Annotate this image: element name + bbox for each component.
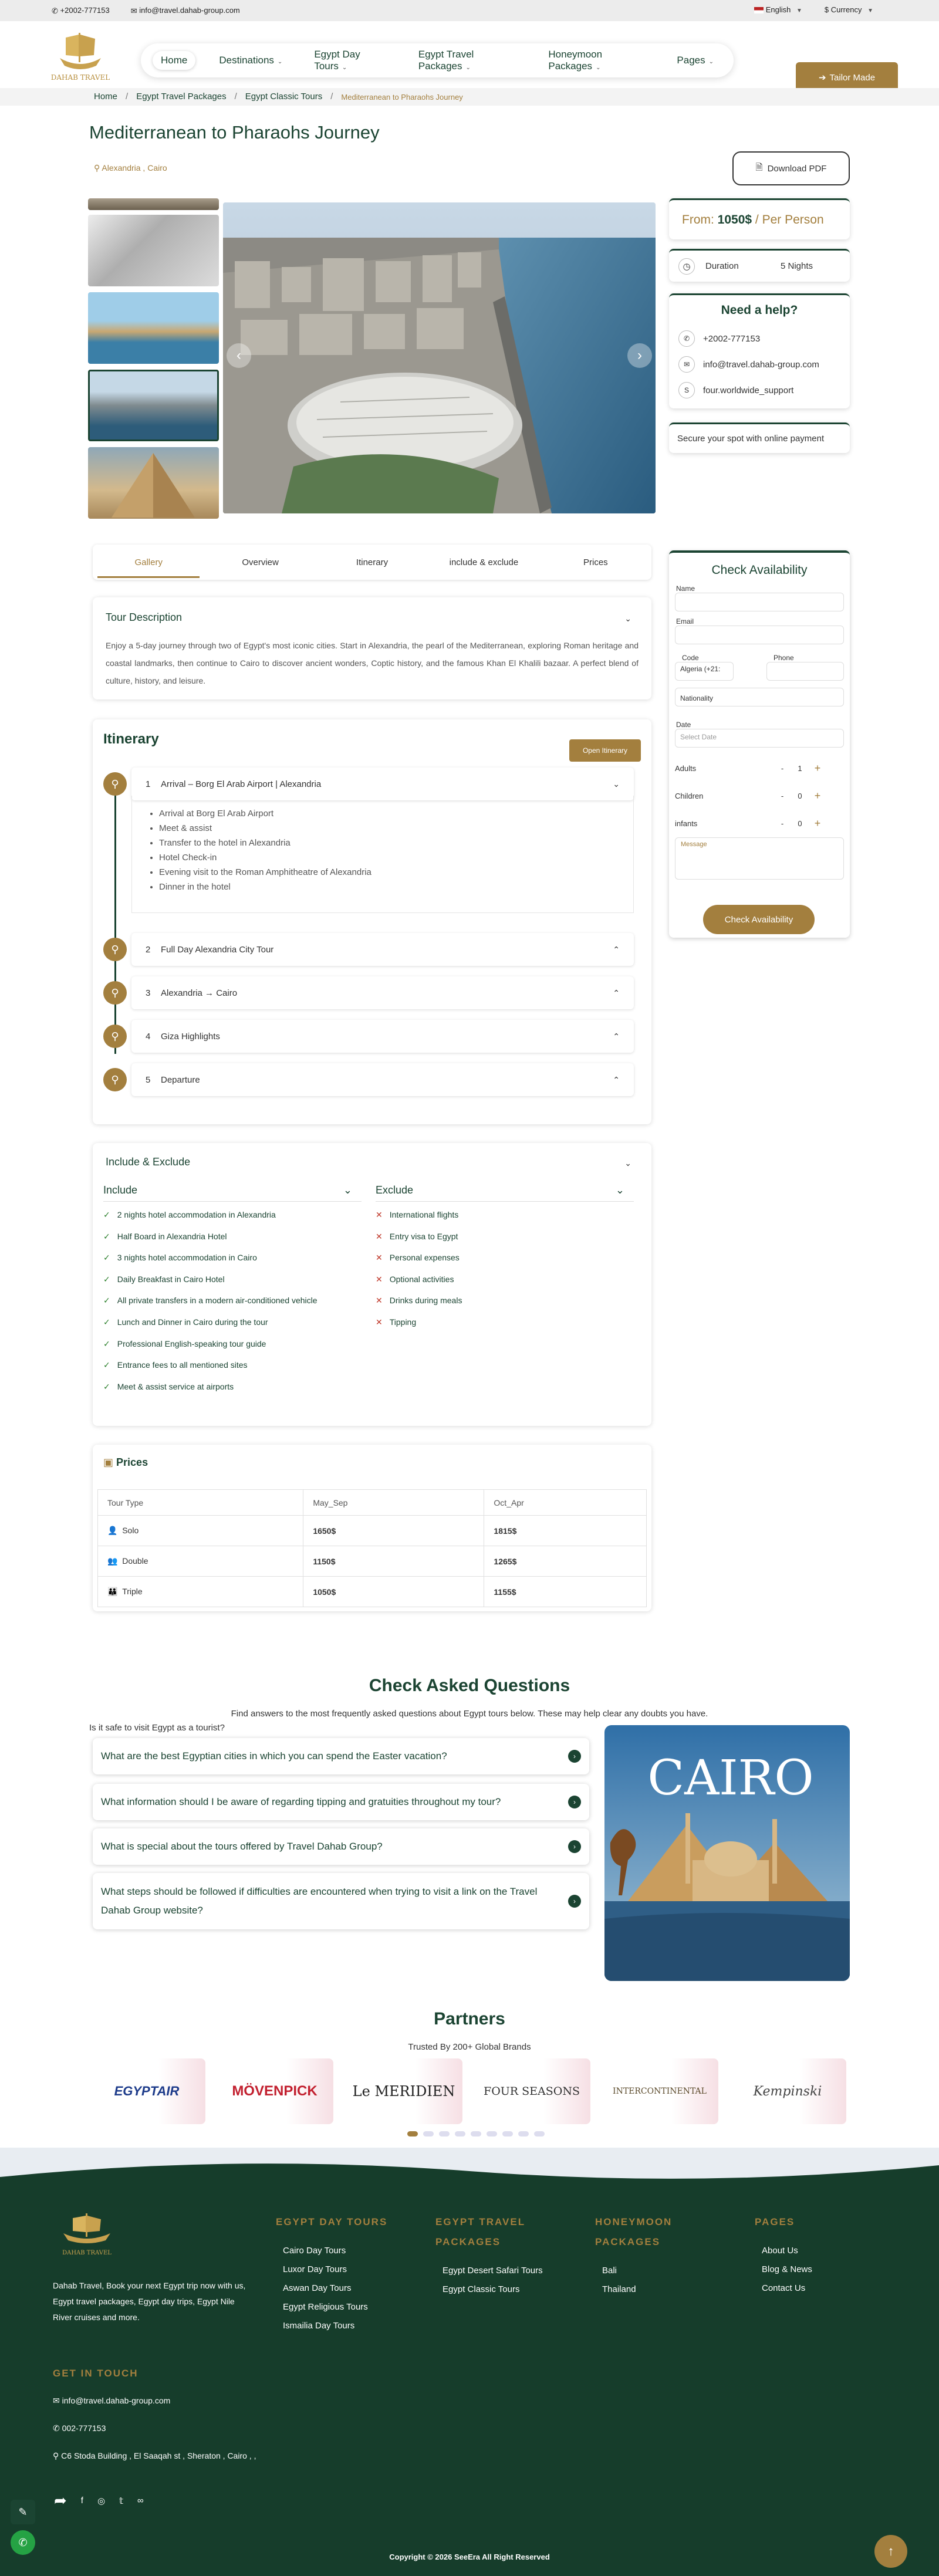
topbar-email[interactable]: ✉ info@travel.dahab-group.com	[130, 6, 240, 15]
nav-destinations[interactable]: Destinations ⌄	[219, 55, 283, 66]
skype-icon: S	[678, 382, 695, 398]
faq-item[interactable]: What steps should be followed if difficulties are encountered when trying to visit a link on the Travel Dahab Group website? ›	[93, 1873, 589, 1929]
footer-logo[interactable]	[52, 2210, 128, 2257]
footer-link[interactable]: Contact Us	[762, 2283, 806, 2293]
whatsapp-button[interactable]	[11, 2530, 35, 2555]
price-value: 1050$	[717, 212, 752, 227]
cross-icon: ✕	[376, 1231, 383, 1241]
chevron-up-icon: ⌃	[613, 1074, 620, 1084]
chevron-up-icon: ⌃	[613, 1031, 620, 1041]
cross-icon: ✕	[376, 1274, 383, 1284]
chevron-right-icon: ›	[568, 1750, 581, 1763]
partner-logo-kempinski[interactable]: Kempinski	[729, 2058, 846, 2124]
check-icon: ✓	[103, 1274, 110, 1284]
carousel-dot[interactable]	[455, 2131, 465, 2136]
children-minus-button[interactable]: -	[781, 792, 784, 800]
include-item: ✓ Lunch and Dinner in Cairo during the tour	[103, 1317, 268, 1327]
footer-link[interactable]: Thailand	[602, 2284, 636, 2294]
footer-link[interactable]: Blog & News	[762, 2264, 812, 2274]
footer-col-pages: PAGES About Us Blog & News Contact Us	[755, 2212, 860, 2298]
site-logo[interactable]	[42, 26, 119, 84]
table-row: 👥 Double 1150$ 1265$	[98, 1546, 647, 1577]
prices-table	[97, 1489, 647, 1607]
footer-link[interactable]: Ismailia Day Tours	[283, 2321, 355, 2331]
gallery-prev-button[interactable]	[227, 343, 251, 368]
chevron-right-icon: ›	[637, 347, 642, 363]
breadcrumb-home[interactable]: Home	[94, 92, 118, 102]
exclude-column	[376, 1184, 634, 1339]
cross-icon: ✕	[376, 1296, 383, 1306]
help-card	[669, 293, 850, 408]
itinerary-day-1[interactable]: 1 Arrival – Borg El Arab Airport | Alexandria ⌄	[131, 768, 634, 800]
open-itinerary-button[interactable]: Open Itinerary	[569, 739, 641, 762]
include-exclude-section	[93, 1143, 651, 1426]
description-title[interactable]: Tour Description	[106, 611, 183, 623]
table-row: 👪 Triple 1050$ 1155$	[98, 1577, 647, 1607]
tab-overview[interactable]: Overview	[242, 557, 279, 567]
chevron-left-icon: ‹	[237, 347, 241, 363]
help-title: Need a help?	[721, 303, 798, 317]
check-icon: ✓	[103, 1231, 110, 1241]
pdf-icon: 🗎	[755, 162, 763, 173]
tab-prices[interactable]: Prices	[583, 557, 608, 567]
chevron-down-icon: ▼	[867, 8, 873, 14]
tour-description-section	[93, 597, 651, 699]
include-item: ✓ 2 nights hotel accommodation in Alexandria	[103, 1210, 276, 1219]
language-select[interactable]: English ▼	[754, 5, 802, 14]
tour-tabs	[93, 545, 651, 580]
footer-about: Dahab Travel, Book your next Egypt trip now with us, Egypt travel packages, Egypt day trips, Egypt Nile River cruises and more.	[53, 2281, 246, 2322]
footer-link[interactable]: Egypt Religious Tours	[283, 2302, 368, 2312]
children-counter: Children - 0 +	[675, 782, 844, 810]
chevron-down-icon: ⌄	[342, 65, 347, 71]
tab-itinerary[interactable]: Itinerary	[356, 557, 389, 567]
include-item: ✓ Professional English-speaking tour guide	[103, 1338, 266, 1348]
footer-link[interactable]: Luxor Day Tours	[283, 2264, 347, 2274]
gallery-next-button[interactable]	[627, 343, 652, 368]
partner-logo-egyptair[interactable]: EGYPTAIR	[88, 2058, 205, 2124]
phone-icon: ✆	[678, 330, 695, 347]
carousel-dot[interactable]	[407, 2131, 418, 2136]
arrow-right-icon: ➔	[818, 73, 826, 83]
itinerary-day-1-details: • Arrival at Borg El Arab Airport • Meet & assist • Transfer to the hotel in Alexandria • Hotel Check-in • Evening visit to the Roman Amphitheatre of Alexandria • Dinner in the hotel	[131, 796, 634, 913]
check-availability-form	[669, 550, 850, 938]
gallery-thumb[interactable]	[88, 447, 219, 519]
carousel-dot[interactable]	[518, 2131, 529, 2136]
price-card: From: 1050$ / Per Person	[669, 198, 850, 239]
nav-egypt-day-tours[interactable]: Egypt Day Tours ⌄	[314, 49, 360, 72]
footer	[0, 2148, 939, 2576]
phone-group: Code Algeria (+21: Phone	[675, 650, 844, 688]
availability-title: Check Availability	[711, 563, 808, 577]
help-email[interactable]: ✉ info@travel.dahab-group.com	[678, 351, 840, 377]
carousel-pagination	[407, 2131, 545, 2136]
nationality-select[interactable]: Nationality	[675, 688, 844, 706]
us-flag-icon	[754, 7, 764, 13]
tab-include-exclude[interactable]: include & exclude	[449, 557, 519, 567]
share-icon[interactable]: ➦	[54, 2492, 67, 2509]
check-availability-button[interactable]: Check Availability	[703, 905, 815, 934]
faq-item[interactable]: What are the best Egyptian cities in which you can spend the Easter vacation? ›	[93, 1738, 589, 1774]
tab-gallery[interactable]: Gallery	[93, 557, 204, 567]
location-pin-icon: ⚲	[103, 1025, 127, 1048]
chevron-down-icon: ⌄	[277, 59, 283, 65]
exclude-item: ✕ Personal expenses	[376, 1253, 460, 1263]
duration-card: ◷ Duration 5 Nights	[669, 249, 850, 282]
main-nav	[141, 43, 734, 77]
chevron-right-icon: ›	[568, 1796, 581, 1808]
exclude-item: ✕ International flights	[376, 1210, 459, 1219]
chevron-down-icon: ⌄	[465, 65, 471, 71]
cairo-image	[604, 1725, 850, 1981]
chevron-up-icon: ⌃	[613, 988, 620, 998]
footer-col-travel-packages: EGYPT TRAVEL PACKAGES Egypt Desert Safari Tours Egypt Classic Tours	[435, 2212, 553, 2299]
two-people-icon: 👥	[107, 1556, 118, 1566]
exclude-header[interactable]: Exclude ⌄	[376, 1184, 634, 1202]
infants-plus-button[interactable]: +	[814, 817, 821, 829]
faq-subtitle: Find answers to the most frequently asked questions about Egypt tours below. These may help clear any doubts you have.	[231, 1709, 708, 1719]
secure-payment-card: Secure your spot with online payment	[669, 422, 850, 453]
email-input[interactable]	[675, 626, 844, 644]
phone-input[interactable]	[766, 662, 844, 681]
exclude-item: ✕ Optional activities	[376, 1274, 454, 1284]
chevron-down-icon: ⌄	[596, 65, 601, 71]
faq-title: Check Asked Questions	[369, 1676, 570, 1695]
tour-location: ⚲ Alexandria , Cairo	[94, 163, 167, 173]
footer-contact: GET IN TOUCH ✉ info@travel.dahab-group.com ✆ 002-777153 ⚲ C6 Stoda Building , El Saaqah st , Sheraton , Cairo , ,	[53, 2364, 299, 2464]
nav-pages[interactable]: Pages ⌄	[677, 55, 714, 66]
location-pin-icon: ⚲	[103, 981, 127, 1005]
breadcrumb-bar	[0, 88, 939, 106]
faq-question-label[interactable]: Is it safe to visit Egypt as a tourist?	[89, 1723, 225, 1733]
breadcrumb-current: Mediterranean to Pharaohs Journey	[341, 93, 463, 102]
mail-icon: ✉	[678, 356, 695, 373]
footer-link[interactable]: Aswan Day Tours	[283, 2283, 352, 2293]
carousel-dot[interactable]	[534, 2131, 545, 2136]
three-people-icon: 👪	[107, 1587, 118, 1596]
price-tag-icon: ▣	[103, 1456, 114, 1468]
footer-address: ⚲ C6 Stoda Building , El Saaqah st , Sheraton , Cairo , ,	[53, 2451, 256, 2460]
help-phone[interactable]: ✆ +2002-777153	[678, 326, 840, 351]
page-title: Mediterranean to Pharaohs Journey	[89, 122, 380, 143]
currency-select[interactable]: $ Currency ▼	[824, 5, 873, 14]
partners-subtitle: Trusted By 200+ Global Brands	[408, 2042, 531, 2052]
mail-icon: ✉	[130, 6, 137, 15]
include-exclude-title[interactable]: Include & Exclude	[106, 1156, 191, 1168]
email-field: Email	[675, 617, 844, 650]
edit-icon: ✎	[18, 2506, 28, 2518]
footer-phone[interactable]: ✆ 002-777153	[53, 2423, 106, 2433]
partners-title: Partners	[434, 2009, 505, 2029]
include-item: ✓ 3 nights hotel accommodation in Cairo	[103, 1253, 257, 1263]
check-icon: ✓	[103, 1317, 110, 1327]
prices-title: ▣ Prices	[103, 1456, 148, 1468]
download-pdf-button[interactable]: 🗎 Download PDF	[732, 151, 850, 185]
name-input[interactable]	[675, 593, 844, 611]
include-item: ✓ Daily Breakfast in Cairo Hotel	[103, 1274, 225, 1284]
currency-icon: $	[824, 5, 829, 14]
topbar-phone[interactable]: ✆ +2002-777153	[52, 6, 110, 15]
help-skype[interactable]: S four.worldwide_support	[678, 377, 840, 403]
chevron-down-icon: ⌄	[708, 59, 714, 65]
faq-item[interactable]: What is special about the tours offered by Travel Dahab Group? ›	[93, 1828, 589, 1865]
back-to-top-button[interactable]	[874, 2535, 907, 2568]
itinerary-day-5[interactable]: 5 Departure ⌃	[131, 1063, 634, 1096]
chevron-down-icon: ⌄	[613, 779, 620, 789]
facebook-icon[interactable]: f	[80, 2496, 83, 2506]
check-icon: ✓	[103, 1338, 110, 1348]
cross-icon: ✕	[376, 1253, 383, 1263]
gallery-thumb-active[interactable]	[88, 370, 219, 441]
itinerary-title: Itinerary	[103, 731, 159, 747]
carousel-dot[interactable]	[471, 2131, 481, 2136]
date-input[interactable]: Select Date	[675, 729, 844, 748]
tailor-made-button[interactable]: ➔ Tailor Made	[796, 62, 898, 93]
location-pin-icon: ⚲	[53, 2451, 59, 2460]
mail-icon: ✉	[53, 2396, 60, 2405]
social-links	[54, 2492, 144, 2510]
phone-icon: ✆	[52, 6, 58, 15]
include-item: ✓ Entrance fees to all mentioned sites	[103, 1360, 248, 1370]
footer-col-honeymoon: HONEYMOON PACKAGES Bali Thailand	[595, 2212, 701, 2299]
carousel-dot[interactable]	[502, 2131, 513, 2136]
include-item: ✓ Meet & assist service at airports	[103, 1381, 234, 1391]
exclude-item: ✕ Tipping	[376, 1317, 417, 1327]
chevron-down-icon: ⌄	[343, 1184, 352, 1196]
adults-counter: Adults - 1 +	[675, 755, 844, 782]
person-icon: 👤	[107, 1526, 118, 1535]
svg-text:DAHAB TRAVEL: DAHAB TRAVEL	[62, 2250, 112, 2256]
itinerary-day-2[interactable]: 2 Full Day Alexandria City Tour ⌃	[131, 933, 634, 966]
footer-email[interactable]: ✉ info@travel.dahab-group.com	[53, 2396, 171, 2405]
phone-icon: ✆	[53, 2423, 60, 2433]
tripadvisor-icon[interactable]: ∞	[137, 2496, 144, 2506]
copyright: Copyright © 2026 SeeEra All Right Reserved	[389, 2553, 550, 2561]
gallery-thumb[interactable]	[88, 292, 219, 364]
location-pin-icon: ⚲	[103, 1068, 127, 1091]
chevron-down-icon[interactable]: ⌄	[624, 1158, 631, 1168]
name-field: Name	[675, 584, 844, 617]
gallery-main-image	[223, 202, 656, 513]
breadcrumb-classic[interactable]: Egypt Classic Tours	[245, 92, 323, 102]
faq-item[interactable]: What information should I be aware of regarding tipping and gratuities throughout my tour? ›	[93, 1784, 589, 1820]
footer-link[interactable]: Egypt Desert Safari Tours	[443, 2266, 543, 2276]
partner-logo-movenpick[interactable]: MÖVENPICK	[216, 2058, 333, 2124]
arrow-up-icon: ↑	[887, 2544, 894, 2558]
footer-link[interactable]: Egypt Classic Tours	[443, 2284, 520, 2294]
instagram-icon[interactable]: ◎	[97, 2496, 106, 2506]
footer-link[interactable]: Bali	[602, 2266, 617, 2276]
carousel-dot[interactable]	[423, 2131, 434, 2136]
top-bar	[0, 0, 939, 21]
carousel-dot[interactable]	[487, 2131, 497, 2136]
breadcrumb: Home / Egypt Travel Packages / Egypt Classic Tours / Mediterranean to Pharaohs Journey	[94, 92, 463, 102]
table-header-row: Tour Type May_Sep Oct_Apr	[98, 1490, 647, 1516]
nav-home[interactable]: Home	[153, 51, 195, 70]
gallery-thumb[interactable]	[88, 215, 219, 286]
exclude-item: ✕ Drinks during meals	[376, 1296, 462, 1306]
partner-logo-intercontinental[interactable]: INTERCONTINENTAL	[601, 2058, 718, 2124]
children-plus-button[interactable]: +	[814, 790, 821, 802]
chevron-down-icon: ▼	[796, 8, 802, 14]
include-item: ✓ Half Board in Alexandria Hotel	[103, 1231, 227, 1241]
footer-link[interactable]: Cairo Day Tours	[283, 2246, 346, 2256]
chevron-down-icon: ⌄	[615, 1184, 624, 1196]
cross-icon: ✕	[376, 1317, 383, 1327]
adults-minus-button[interactable]: -	[781, 764, 784, 773]
itinerary-day-3[interactable]: 3 Alexandria → Cairo ⌃	[131, 976, 634, 1009]
include-header[interactable]: Include ⌄	[103, 1184, 362, 1202]
prices-section	[93, 1445, 651, 1611]
infants-minus-button[interactable]: -	[781, 819, 784, 828]
carousel-dot[interactable]	[439, 2131, 450, 2136]
adults-plus-button[interactable]: +	[814, 762, 821, 774]
check-icon: ✓	[103, 1253, 110, 1263]
clock-icon: ◷	[678, 258, 695, 275]
date-field: Date Select Date	[675, 721, 844, 755]
chevron-right-icon: ›	[568, 1840, 581, 1853]
partner-logo-four-seasons[interactable]: FOUR SEASONS	[473, 2058, 590, 2124]
include-item: ✓ All private transfers in a modern air-conditioned vehicle	[103, 1296, 317, 1306]
chevron-up-icon: ⌃	[613, 944, 620, 954]
nav-egypt-travel-packages[interactable]: Egypt Travel Packages ⌄	[418, 49, 474, 72]
partner-logo-le-meridien[interactable]: Le MERIDIEN	[345, 2058, 462, 2124]
table-row: 👤 Solo 1650$ 1815$	[98, 1516, 647, 1546]
description-text: Enjoy a 5-day journey through two of Egypt's most iconic cities. Start in Alexandria, the pearl of the Mediterranean, exploring Roman heritage and coastal landmarks, then continue to Cairo to discover ancient wonders, Coptic history, and the famous Khan El Khalili bazaar. A perfect blend of culture, history, and leisure.	[106, 641, 639, 685]
itinerary-day-4[interactable]: 4 Giza Highlights ⌃	[131, 1020, 634, 1053]
svg-text:CAIRO: CAIRO	[647, 1750, 814, 1806]
message-field: Message	[675, 837, 844, 884]
check-icon: ✓	[103, 1381, 110, 1391]
country-code-select[interactable]: Algeria (+21:	[675, 662, 734, 681]
whatsapp-icon: ✆	[18, 2536, 28, 2548]
itinerary-section	[93, 719, 651, 1124]
chevron-down-icon[interactable]: ⌄	[624, 614, 631, 623]
infants-counter: infants - 0 +	[675, 810, 844, 837]
breadcrumb-packages[interactable]: Egypt Travel Packages	[136, 92, 227, 102]
location-pin-icon: ⚲	[94, 163, 100, 173]
check-icon: ✓	[103, 1296, 110, 1306]
footer-col-day-tours: EGYPT DAY TOURS Cairo Day Tours Luxor Day Tours Aswan Day Tours Egypt Religious Tours Ismailia Day Tours	[276, 2212, 393, 2335]
check-icon: ✓	[103, 1360, 110, 1370]
twitter-icon[interactable]: 𝕥	[119, 2496, 124, 2506]
cross-icon: ✕	[376, 1210, 383, 1219]
nav-honeymoon-packages[interactable]: Honeymoon Packages ⌄	[548, 49, 603, 72]
edit-button[interactable]	[11, 2500, 35, 2524]
footer-link[interactable]: About Us	[762, 2246, 798, 2256]
check-icon: ✓	[103, 1210, 110, 1219]
location-pin-icon: ⚲	[103, 938, 127, 961]
svg-text:DAHAB TRAVEL: DAHAB TRAVEL	[50, 73, 110, 82]
location-pin-icon: ⚲	[103, 772, 127, 796]
nationality-field	[675, 688, 844, 721]
navbar	[0, 21, 939, 92]
chevron-right-icon: ›	[568, 1895, 581, 1908]
exclude-item: ✕ Entry visa to Egypt	[376, 1231, 458, 1241]
include-column	[103, 1184, 362, 1403]
gallery-thumb[interactable]	[88, 198, 219, 210]
